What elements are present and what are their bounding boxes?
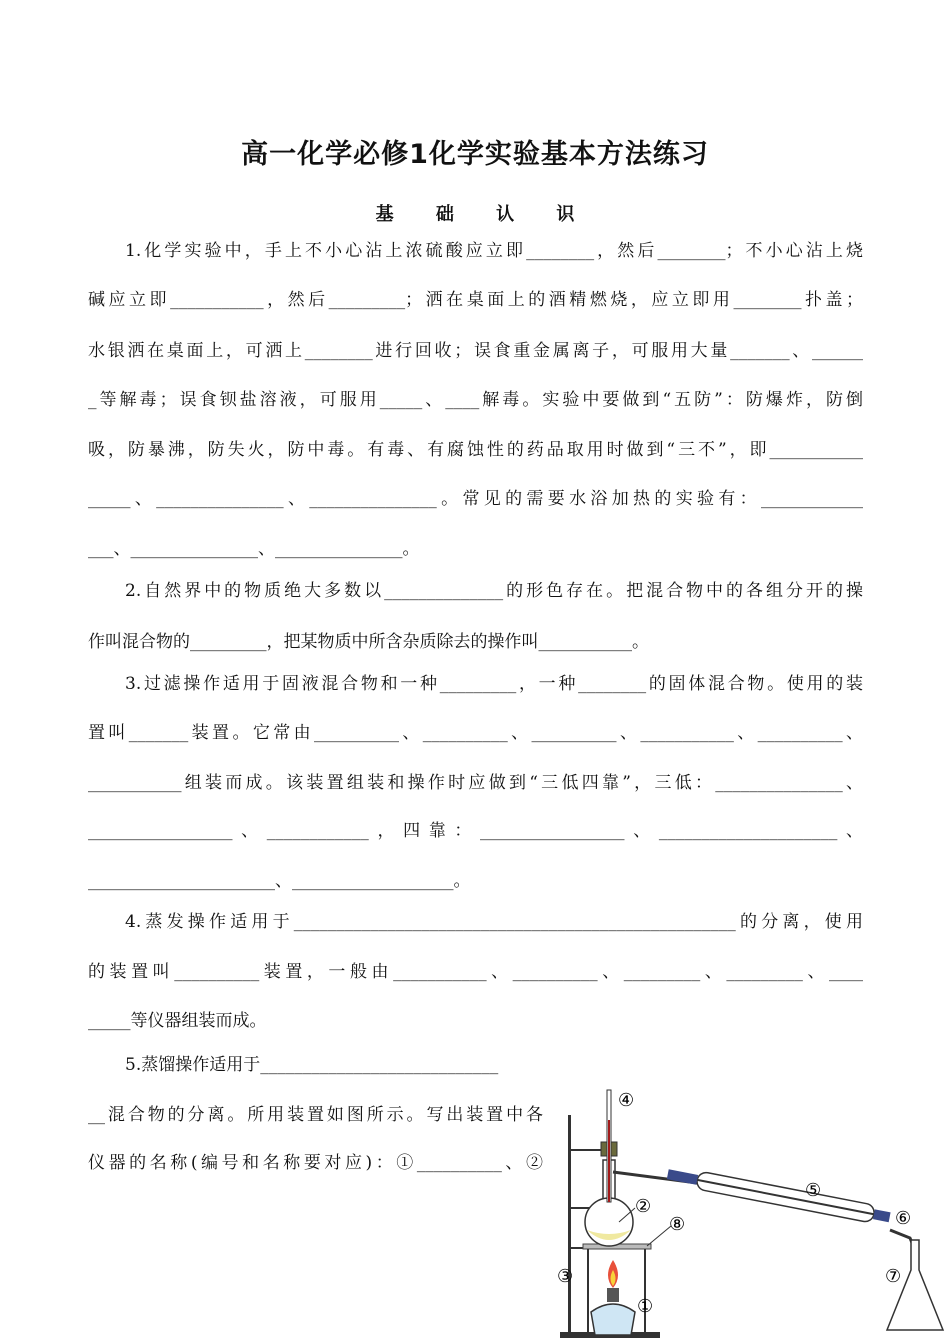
text-line: 2.自然界中的物质绝大多数以______________的形色存在。把混合物中的各组分开的操 [125,581,863,601]
text-line: 的装置叫__________装置，一般由___________、__________、_________、_________、____ [88,962,863,982]
distillation-apparatus-diagram [555,1080,950,1342]
label-1: ① [637,1296,654,1317]
label-4: ④ [618,1090,635,1111]
label-6: ⑥ [895,1208,912,1229]
label-7: ⑦ [885,1266,902,1287]
text-line: _________________、____________，四靠：_________________、_____________________、 [88,821,863,841]
text-line: ___________组装而成。该装置组装和操作时应做到“三低四靠”，三低：_______________、 [88,773,863,793]
text-line: ______________________、___________________。 [88,871,471,891]
label-3: ③ [557,1266,574,1287]
label-5: ⑤ [805,1180,822,1201]
text-line: _等解毒；误食钡盐溶液，可服用_____、____解毒。实验中要做到“五防”：防爆炸，防倒 [88,390,863,410]
text-line: 作叫混合物的_________，把某物质中所含杂质除去的操作叫___________。 [88,632,649,652]
text-line: ___、_______________、_______________。 [88,539,420,559]
text-line: 3.过滤操作适用于固液混合物和一种_________，一种________的固体混合物。使用的装 [125,674,863,694]
text-line: __混合物的分离。所用装置如图所示。写出装置中各 [88,1105,543,1125]
page-title: 高一化学必修1化学实验基本方法练习 [241,139,709,170]
text-line: 4.蒸发操作适用于____________________________________________________的分离，使用 [125,912,863,932]
text-line: 1.化学实验中，手上不小心沾上浓硫酸应立即________，然后________；不小心沾上烧 [125,241,863,261]
alcohol-lamp [591,1304,635,1335]
section-heading: 基 础 认 识 [375,204,593,225]
text-line: _____、_______________、_______________。常见的需要水浴加热的实验有：____________ [88,489,863,509]
condenser [666,1165,891,1226]
text-line: 仪器的名称(编号和名称要对应)：①__________、② [88,1153,543,1173]
stand-rod [568,1115,571,1335]
text-line: 吸，防暴沸，防失火，防中毒。有毒、有腐蚀性的药品取用时做到“三不”，即___________ [88,440,863,460]
text-line: 碱应立即___________，然后_________；洒在桌面上的酒精燃烧，应立即用________扑盖； [88,290,863,310]
text-line: 置叫_______装置。它常由__________、__________、__________、___________、__________、 [88,723,863,743]
text-line: _____等仪器组装而成。 [88,1011,267,1031]
text-line: 5.蒸馏操作适用于____________________________ [125,1055,499,1075]
label-2: ② [635,1196,652,1217]
label-8: ⑧ [669,1214,686,1235]
text-line: 水银洒在桌面上，可洒上________进行回收；误食重金属离子，可服用大量_______、______ [88,341,863,361]
